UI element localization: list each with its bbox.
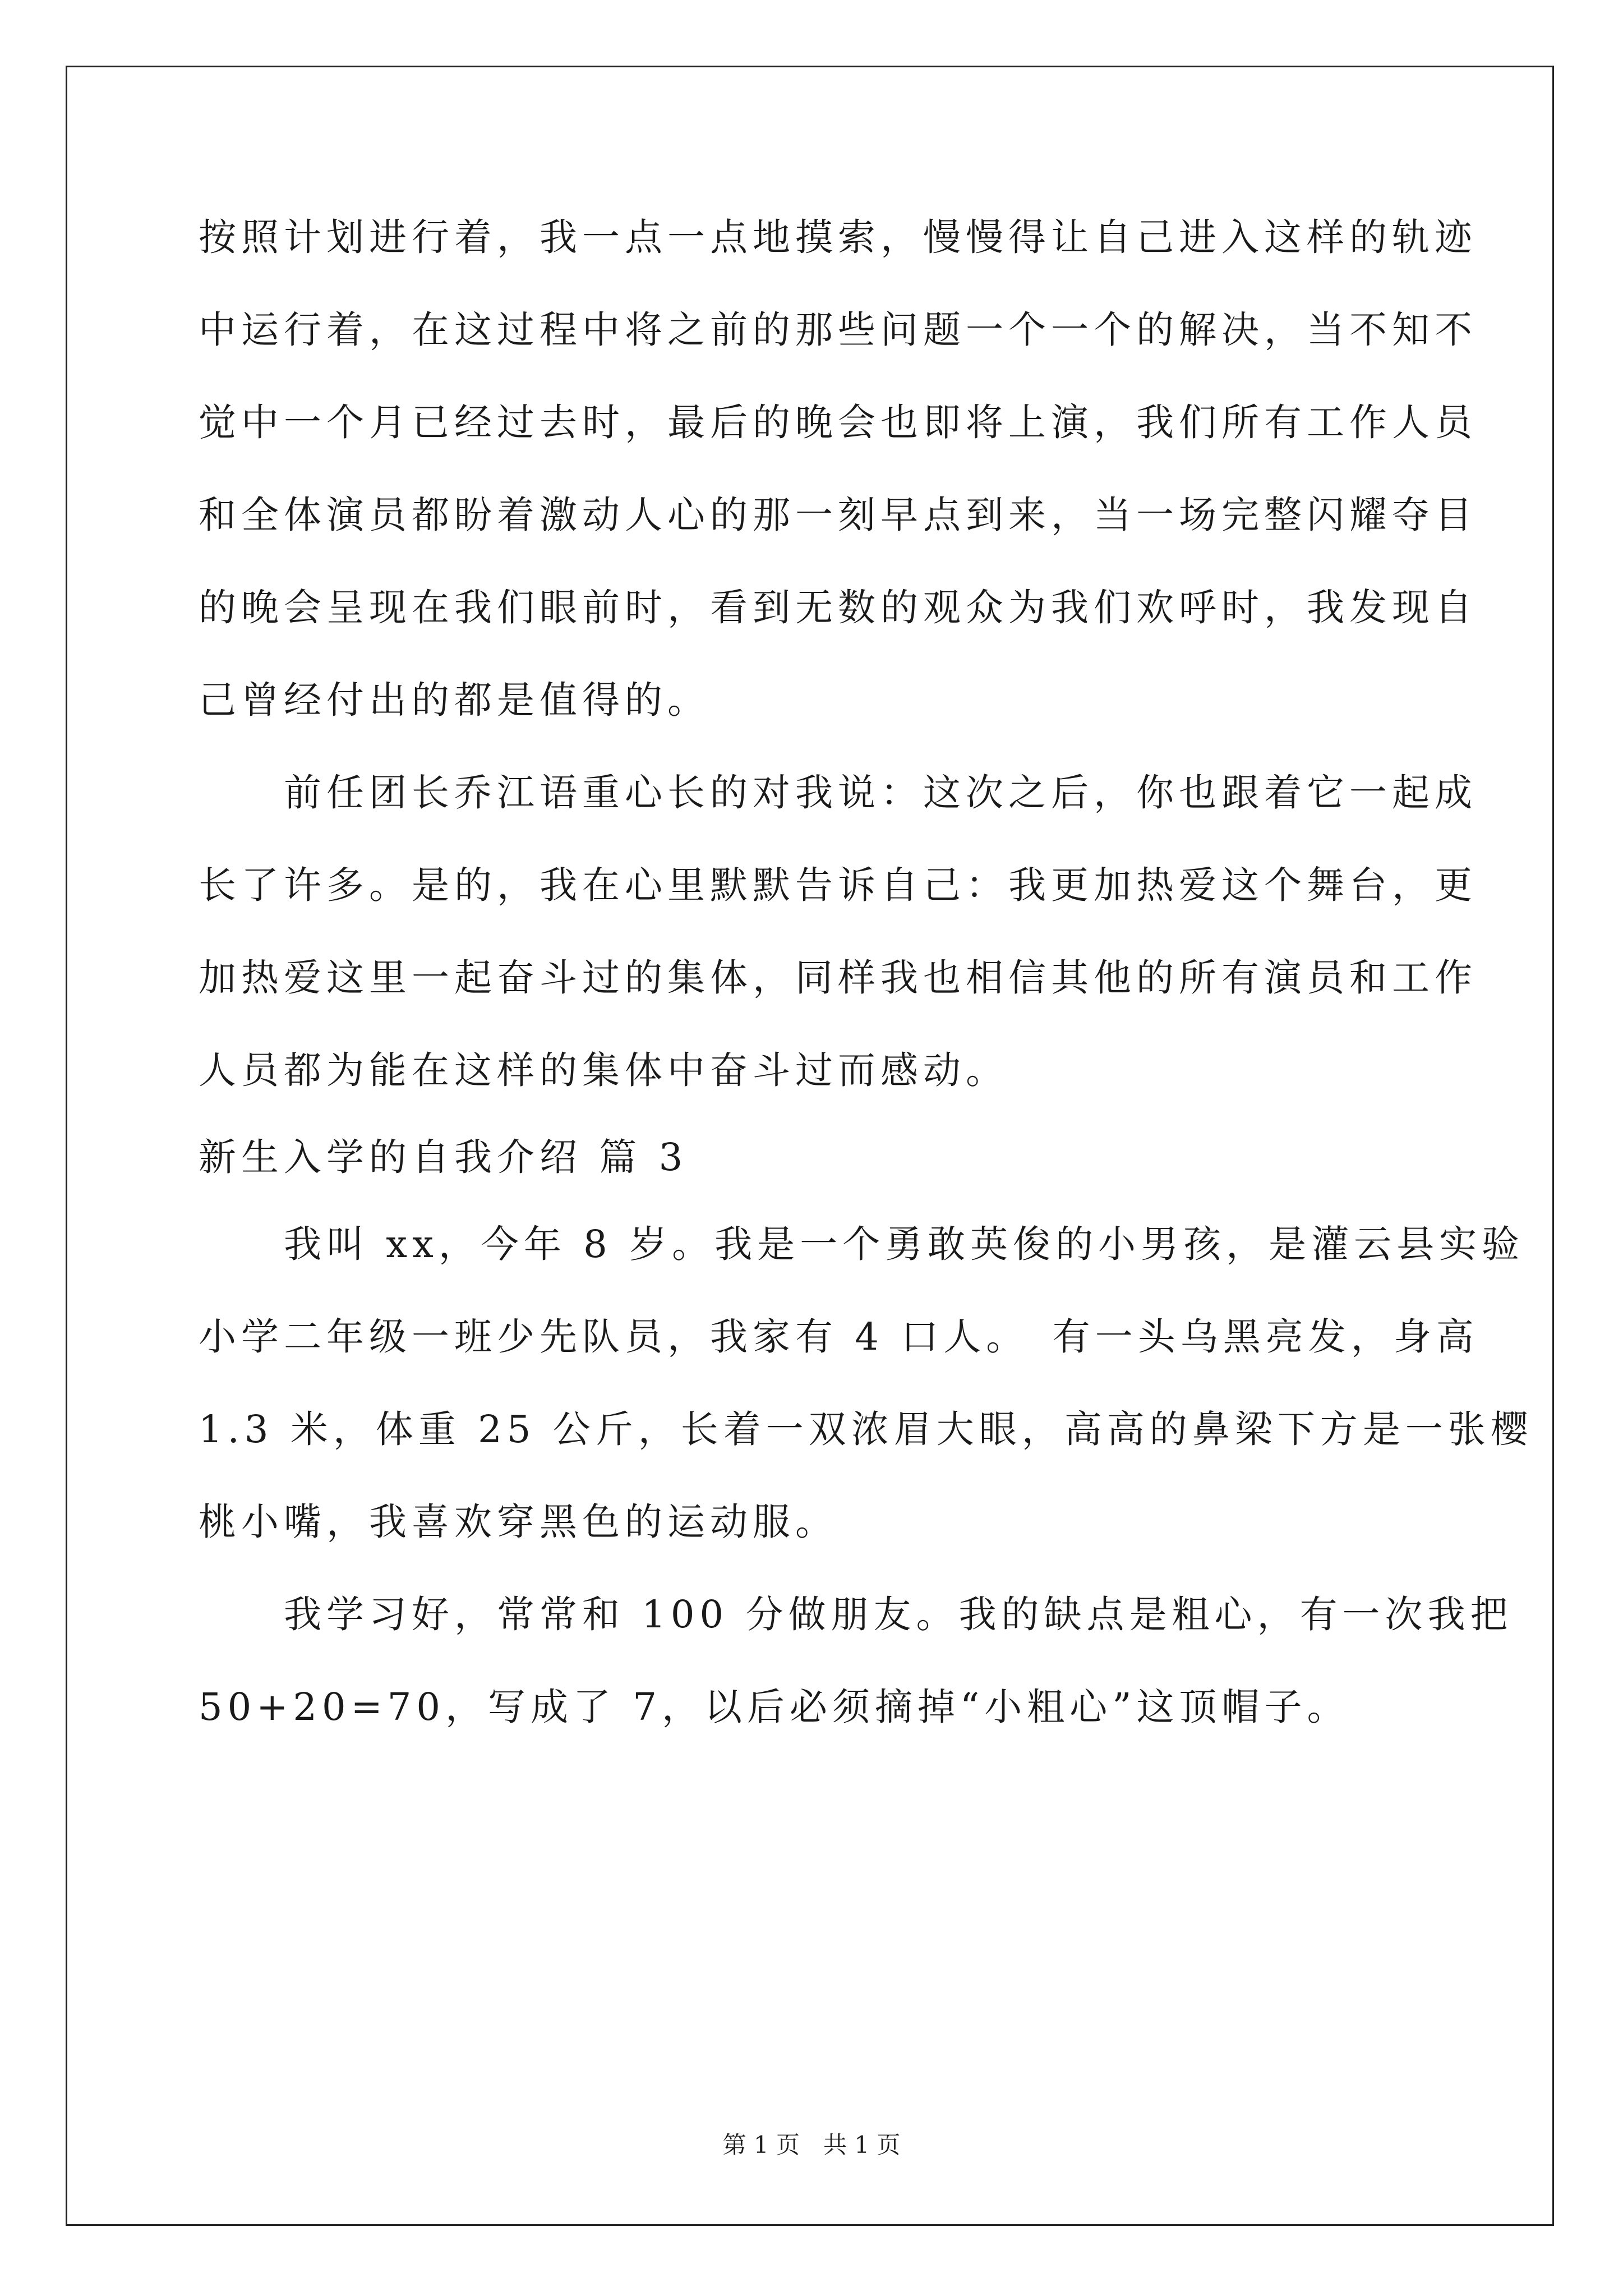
text-line: 己曾经付出的都是值得的。 <box>199 678 710 722</box>
text-line: 的晚会呈现在我们眼前时，看到无数的观众为我们欢呼时，我发现自 <box>199 586 1477 629</box>
text-line: 觉中一个月已经过去时，最后的晚会也即将上演，我们所有工作人员 <box>199 401 1477 444</box>
text-line: 小学二年级一班少先队员，我家有 4 口人。 有一头乌黑亮发，身高 <box>199 1315 1479 1359</box>
text-line: 前任团长乔江语重心长的对我说：这次之后，你也跟着它一起成 <box>199 771 1477 815</box>
text-line: 我叫 xx，今年 8 岁。我是一个勇敢英俊的小男孩，是灌云县实验 <box>199 1222 1525 1266</box>
text-line: 中运行着，在这过程中将之前的那些问题一个一个的解决，当不知不 <box>199 308 1477 352</box>
text-line: 按照计划进行着，我一点一点地摸索，慢慢得让自己进入这样的轨迹 <box>199 215 1477 259</box>
text-line: 1.3 米，体重 25 公斤，长着一双浓眉大眼，高高的鼻梁下方是一张樱 <box>199 1407 1533 1451</box>
text-line: 长了许多。是的，我在心里默默告诉自己：我更加热爱这个舞台，更 <box>199 863 1477 907</box>
text-line: 人员都为能在这样的集体中奋斗过而感动。 <box>199 1048 1008 1092</box>
text-line: 我学习好，常常和 100 分做朋友。我的缺点是粗心，有一次我把 <box>199 1593 1513 1636</box>
text-line: 加热爱这里一起奋斗过的集体，同样我也相信其他的所有演员和工作 <box>199 956 1477 1000</box>
text-line: 桃小嘴，我喜欢穿黑色的运动服。 <box>199 1500 838 1544</box>
text-line: 和全体演员都盼着激动人心的那一刻早点到来，当一场完整闪耀夺目 <box>199 493 1477 537</box>
section-heading: 新生入学的自我介绍 篇 3 <box>199 1135 688 1179</box>
text-line: 50+20=70，写成了 7，以后必须摘掉“小粗心”这顶帽子。 <box>199 1685 1350 1729</box>
page-footer: 第 1 页 共 1 页 <box>722 2131 901 2159</box>
